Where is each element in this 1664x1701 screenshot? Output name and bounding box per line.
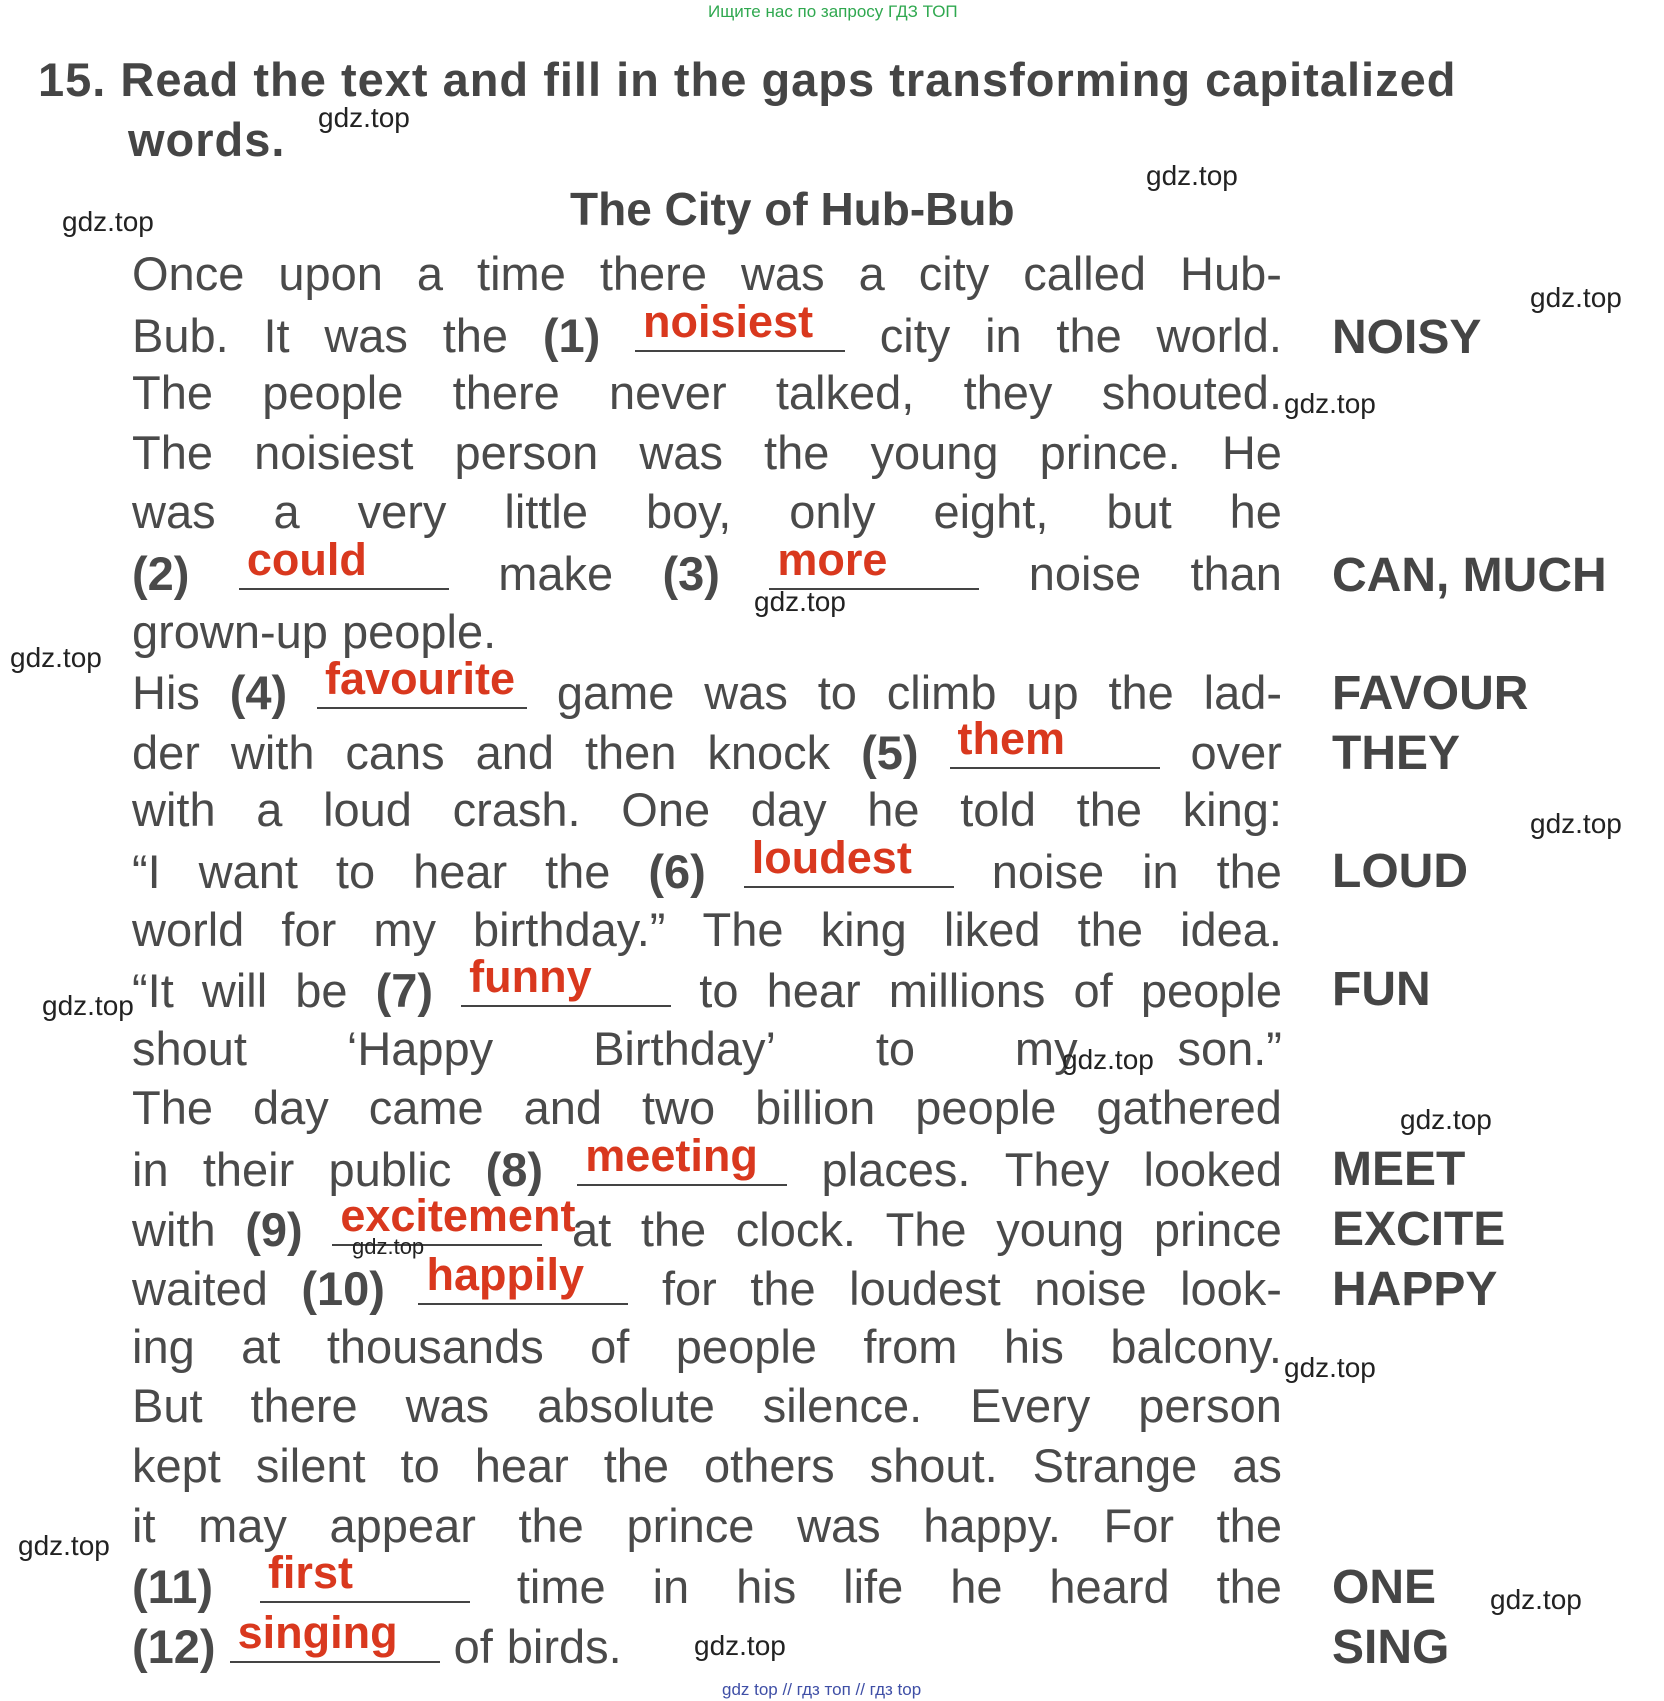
text-word: hear (413, 845, 508, 898)
text-word: “It (132, 964, 174, 1018)
text-line (132, 1317, 1282, 1377)
text-word: came (368, 1081, 484, 1135)
task-heading-line-1: 15. Read the text and fill in the gaps transforming capitalized (38, 53, 1457, 106)
text-word: in (985, 308, 1022, 362)
answer-text: first (267, 1547, 353, 1599)
text-word: young (996, 1202, 1125, 1256)
text-word: The (885, 1202, 967, 1256)
text-word: to (699, 964, 739, 1018)
text-word: heard (1049, 1560, 1170, 1614)
text-word: they (963, 366, 1053, 420)
text-word: very (357, 485, 447, 539)
text-word: billion (755, 1081, 876, 1135)
text-word: ing (132, 1319, 195, 1373)
text-word: of (1073, 964, 1113, 1018)
text-word: the (603, 1439, 670, 1492)
answer-text: loudest (751, 832, 912, 883)
cue-word: HAPPY (1332, 1263, 1498, 1316)
text-word: shout. (869, 1439, 998, 1492)
gap-number: (12) (132, 1619, 216, 1673)
text-word: noise (991, 845, 1105, 898)
story-title: The City of Hub-Bub (570, 183, 1015, 235)
gap-number: (2) (132, 547, 190, 600)
text-word: silent (255, 1439, 366, 1492)
text-word: people (1140, 964, 1282, 1018)
text-word: he (867, 783, 920, 837)
text-word: it (132, 1498, 156, 1552)
text-word: absolute (537, 1379, 715, 1433)
text-word: a (256, 783, 283, 837)
watermark: gdz.top (1490, 1584, 1582, 1615)
text-word: Hub- (1180, 247, 1282, 300)
text-word: may (198, 1498, 287, 1552)
text-word: with (132, 1202, 216, 1256)
answer-text: excitement (340, 1189, 576, 1241)
text-word: city (918, 247, 990, 300)
answer-text: favourite (325, 653, 516, 705)
answer-text: noisiest (643, 295, 814, 347)
watermark: gdz.top (1400, 1104, 1492, 1135)
text-word: he (1229, 485, 1282, 539)
text-word: world (132, 902, 245, 956)
answer-text: meeting (585, 1130, 758, 1181)
text-line (132, 602, 1282, 662)
watermark: gdz.top (1530, 282, 1622, 313)
answer-gap (239, 534, 449, 590)
text-word: called (1023, 247, 1147, 300)
text-word: person (454, 425, 599, 479)
text-word: The (132, 1081, 213, 1135)
text-word: was (740, 247, 825, 300)
text-word: people (675, 1319, 817, 1373)
gap-number: (6) (648, 845, 706, 898)
text-word: king (820, 902, 907, 956)
text-word: The (132, 366, 213, 420)
text-word: millions (888, 964, 1046, 1018)
gap-number: (4) (229, 666, 288, 720)
text-line (132, 1189, 1282, 1258)
text-word: the (1216, 845, 1282, 898)
watermark: gdz.top (18, 1530, 110, 1561)
text-word: ‘Happy (346, 1021, 494, 1075)
watermark: gdz.top (318, 102, 410, 133)
text-word: my (373, 902, 436, 956)
text-word: with (230, 725, 315, 779)
text-line (132, 1436, 1282, 1496)
text-word: upon (278, 247, 383, 300)
text-word: in (1142, 845, 1179, 898)
watermark: gdz.top (62, 206, 154, 237)
text-word: birds. (506, 1619, 622, 1673)
text-word: little (504, 485, 588, 539)
cue-word: NOISY (1332, 311, 1482, 364)
text-word: “I (132, 845, 161, 898)
text-word: liked (943, 902, 1041, 956)
text-word: The (132, 425, 213, 479)
text-word: idea. (1180, 902, 1282, 956)
text-word: person (1138, 1379, 1282, 1433)
cue-word: EXCITE (1332, 1203, 1506, 1256)
cue-word: FUN (1332, 963, 1431, 1016)
text-word: The (702, 902, 784, 956)
cue-word: FAVOUR (1332, 667, 1529, 720)
answer-gap (950, 712, 1160, 769)
text-line (132, 423, 1282, 483)
text-word: and (475, 725, 555, 779)
watermark: gdz.top (754, 586, 846, 617)
answer-text: funny (469, 951, 592, 1003)
text-word: the (1108, 666, 1174, 720)
gap-number: (10) (301, 1262, 385, 1316)
footer: gdz top // гдз топ // гдз top (722, 1680, 922, 1699)
gap-number: (1) (542, 308, 601, 362)
answer-text: happily (426, 1249, 584, 1301)
text-word: their (202, 1143, 295, 1196)
text-word: was (797, 1498, 881, 1552)
gap-number: (9) (245, 1202, 303, 1256)
text-word: to (335, 845, 376, 898)
text-line (132, 534, 1282, 602)
text-word: But (132, 1379, 203, 1433)
text-word: noisiest (254, 425, 414, 479)
text-word: Every (970, 1379, 1091, 1433)
answer-gap (744, 832, 954, 888)
text-word: with (132, 783, 216, 837)
answer-text: more (777, 534, 888, 585)
text-word: want (198, 845, 298, 898)
text-word: boy, (645, 485, 732, 539)
text-word: a (858, 247, 885, 300)
text-word: people (915, 1081, 1057, 1135)
text-word: his (1003, 1319, 1064, 1373)
text-word: birthday.” (473, 902, 666, 956)
answer-gap (317, 653, 527, 709)
watermark: gdz.top (1062, 1044, 1154, 1075)
text-line (132, 951, 1282, 1019)
text-line (132, 900, 1282, 960)
text-word: grown-up (132, 604, 328, 658)
text-word: young (870, 425, 999, 479)
text-line (132, 1249, 1282, 1317)
text-word: never (609, 366, 727, 420)
text-word: the (764, 425, 830, 479)
text-word: a (273, 485, 300, 539)
text-word: loudest (849, 1262, 1001, 1316)
text-word: Bub. (132, 308, 229, 362)
text-word: only (789, 485, 876, 539)
gap-number: (7) (375, 964, 434, 1018)
text-word: Strange (1032, 1439, 1198, 1492)
cue-word: ONE (1332, 1561, 1437, 1614)
text-word: time (516, 1560, 606, 1614)
text-word: Once (132, 247, 245, 300)
text-word: to (400, 1439, 440, 1492)
text-word: in (652, 1560, 690, 1614)
text-word: der (132, 725, 200, 779)
text-word: loud (323, 783, 412, 837)
text-word: It (263, 308, 290, 362)
text-word: life (843, 1560, 904, 1614)
text-word: others (704, 1439, 835, 1492)
text-word: be (295, 964, 348, 1018)
text-line (132, 653, 1282, 721)
text-line (132, 244, 1282, 304)
answer-gap (769, 534, 979, 590)
answer-text: singing (237, 1606, 398, 1658)
text-word: eight, (933, 485, 1049, 539)
cue-word: THEY (1332, 727, 1461, 780)
text-word: then (584, 725, 677, 779)
text-word: the (640, 1202, 707, 1256)
text-word: at (241, 1319, 281, 1373)
text-word: as (1232, 1439, 1282, 1492)
text-word: game (556, 666, 675, 720)
text-word: lad- (1203, 666, 1282, 720)
answer-text: could (246, 534, 367, 585)
text-word: They (1004, 1143, 1110, 1196)
text-word: the (1076, 783, 1142, 837)
text-word: to (875, 1021, 916, 1075)
watermark: gdz.top (10, 642, 102, 673)
watermark: gdz.top (1146, 160, 1238, 191)
text-word: his (736, 1560, 797, 1614)
watermark: gdz.top (1284, 1352, 1376, 1383)
text-word: was (132, 485, 216, 539)
text-line (132, 712, 1282, 781)
text-word: cans (345, 725, 445, 779)
text-word: world. (1156, 308, 1282, 362)
text-word: One (621, 783, 711, 837)
text-line (132, 295, 1282, 364)
text-word: for (281, 902, 337, 956)
answer-gap (461, 951, 671, 1007)
answer-gap (230, 1606, 440, 1663)
text-word: the (518, 1498, 584, 1552)
text-word: waited (132, 1262, 268, 1316)
text-word: over (1190, 725, 1282, 779)
text-word: climb (886, 666, 997, 720)
text-word: my (1014, 1021, 1078, 1075)
text-word: clock. (735, 1202, 856, 1256)
text-word: the (1077, 902, 1143, 956)
text-word: the (545, 845, 611, 898)
text-word: He (1221, 425, 1282, 479)
watermark: gdz.top (694, 1630, 786, 1661)
text-word: king: (1182, 783, 1282, 837)
text-word: a (416, 247, 444, 300)
text-line (132, 1130, 1282, 1198)
text-word: there (250, 1379, 358, 1433)
text-word: will (201, 964, 268, 1018)
text-word: For (1103, 1498, 1175, 1552)
text-word: told (960, 783, 1036, 837)
cue-word: LOUD (1332, 845, 1468, 898)
task-heading-line-2: words. (128, 113, 286, 166)
text-word: prince. (1039, 425, 1181, 479)
cue-word: SING (1332, 1621, 1450, 1674)
text-word: time (477, 247, 566, 300)
watermark: gdz.top (1284, 388, 1376, 419)
text-word: people. (341, 604, 497, 658)
text-word: he (950, 1560, 1003, 1614)
text-word: happy. (923, 1498, 1061, 1552)
text-word: prince (626, 1498, 755, 1552)
answer-text: them (957, 712, 1066, 764)
gap-number: (11) (132, 1560, 213, 1614)
text-line (132, 832, 1282, 900)
gap-number: (8) (485, 1143, 544, 1196)
text-word: shout (132, 1021, 247, 1075)
text-word: in (132, 1143, 169, 1196)
text-word: was (704, 666, 788, 720)
text-word: the (750, 1262, 816, 1316)
text-word: day (252, 1081, 329, 1135)
text-word: there (599, 247, 707, 300)
text-line (132, 363, 1282, 423)
text-word: up (1026, 666, 1079, 720)
answer-gap (577, 1130, 787, 1186)
text-word: and (523, 1081, 603, 1135)
text-word: looked (1143, 1143, 1282, 1196)
text-word: to (817, 666, 857, 720)
text-word: people (262, 366, 404, 420)
text-word: crash. (452, 783, 581, 837)
answer-gap (635, 295, 845, 352)
text-word: noise (1028, 547, 1142, 600)
text-word: gathered (1096, 1081, 1282, 1135)
watermark: gdz.top (42, 990, 134, 1021)
text-word: silence. (762, 1379, 923, 1433)
answer-gap (418, 1249, 628, 1305)
gap-number: (5) (861, 725, 919, 779)
text-word: the (1216, 1498, 1282, 1552)
text-word: make (498, 547, 614, 600)
text-word: day (750, 783, 827, 837)
text-line (132, 780, 1282, 840)
text-word: was (639, 425, 723, 479)
watermark: gdz.top (1530, 808, 1622, 839)
text-word: two (642, 1081, 716, 1135)
gap-number: (3) (662, 547, 720, 600)
text-word: from (863, 1319, 958, 1373)
text-word: the (1216, 1560, 1282, 1614)
text-word: for (661, 1262, 717, 1316)
text-word: talked, (775, 366, 915, 420)
text-word: was (324, 308, 408, 362)
text-word: hear (474, 1439, 569, 1492)
watermark: gdz.top (352, 1234, 425, 1259)
text-word: the (1056, 308, 1122, 362)
text-word: but (1106, 485, 1172, 539)
text-word: thousands (326, 1319, 544, 1373)
text-word: city (879, 308, 951, 362)
text-word: public (328, 1143, 452, 1196)
text-word: appear (329, 1498, 476, 1552)
answer-gap (260, 1547, 470, 1603)
text-word: hear (766, 964, 861, 1018)
text-word: places. (821, 1143, 971, 1196)
cue-word: MEET (1332, 1143, 1466, 1196)
text-word: balcony. (1110, 1319, 1282, 1373)
text-word: than (1190, 547, 1282, 600)
text-word: of (453, 1619, 493, 1673)
text-word: son.” (1177, 1021, 1282, 1075)
text-word: Birthday’ (593, 1021, 776, 1075)
text-word: was (405, 1379, 490, 1433)
text-line (132, 1376, 1282, 1436)
text-word: His (132, 666, 200, 720)
text-word: there (452, 366, 560, 420)
text-word: noise (1034, 1262, 1147, 1316)
text-word: at (571, 1202, 612, 1256)
text-word: knock (707, 725, 831, 779)
text-word: of (590, 1319, 630, 1373)
text-word: shouted. (1101, 366, 1282, 420)
text-word: look- (1180, 1262, 1282, 1316)
text-word: prince (1153, 1202, 1282, 1256)
cue-word: CAN, MUCH (1332, 549, 1607, 602)
text-word: kept (132, 1439, 221, 1492)
text-word: the (442, 308, 509, 362)
top-note: Ищите нас по запросу ГДЗ ТОП (708, 2, 958, 21)
